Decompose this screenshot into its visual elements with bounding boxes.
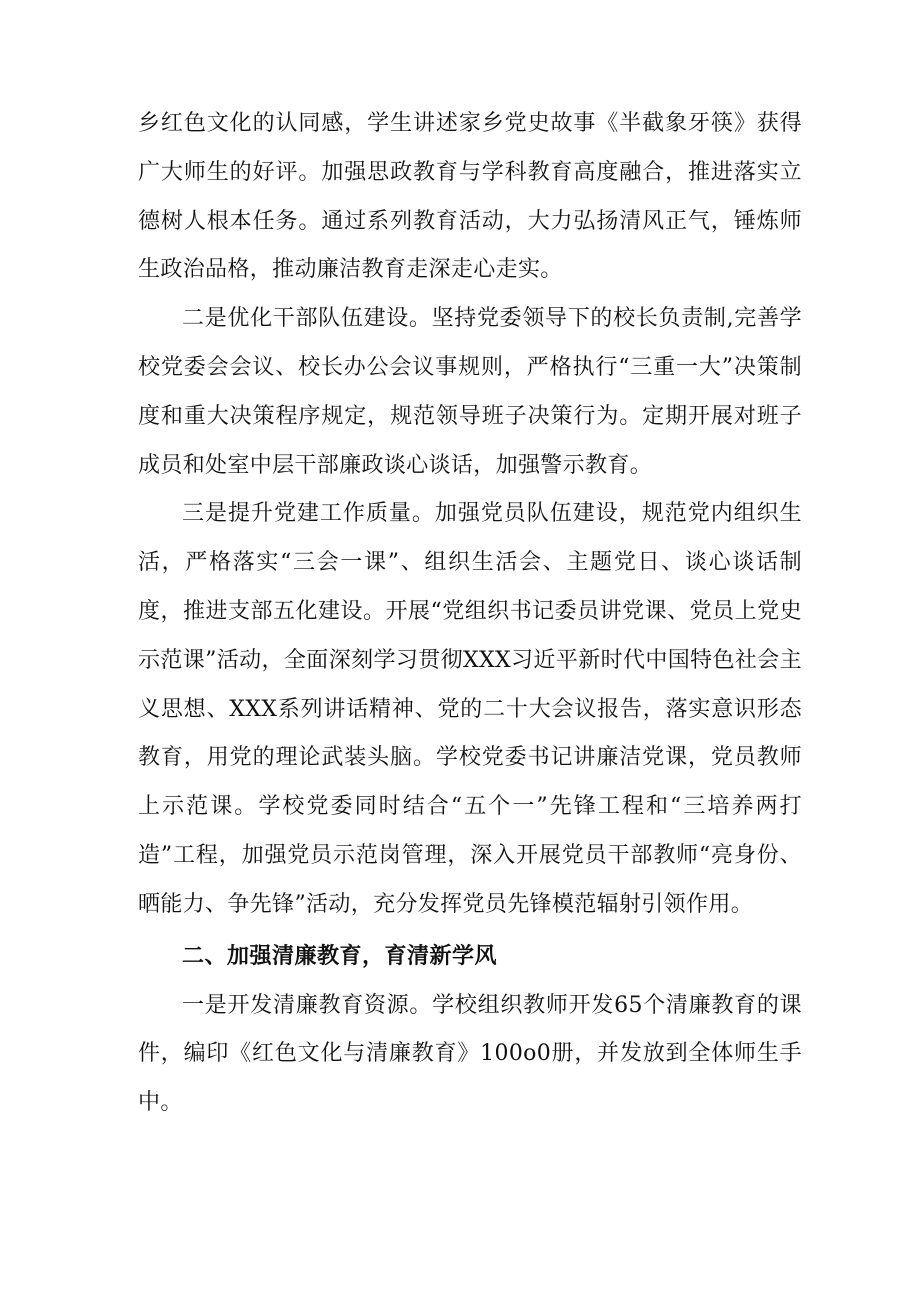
paragraph-party-building: 三是提升党建工作质量。加强党员队伍建设，规范党内组织生活，严格落实“三会一课”、组织生活会、主题党日、谈心谈话制度，推进支部五化建设。开展“党组织书记委员讲党课、党员上党史示范课”活动，全面深刻学习贯彻XXX习近平新时代中国特色社会主义思想、XXX系列讲话精神、党的二十大会议报告，落实意识形态教育，用党的理论武装头脑。学校党委书记讲廉洁党课，党员教师上示范课。学校党委同时结合“五个一”先锋工程和“三培养两打造”工程，加强党员示范岗管理，深入开展党员干部教师“亮身份、晒能力、争先锋”活动，充分发挥党员先锋模范辐射引领作用。 [138,501,802,917]
paragraph-education-resources: 一是开发清廉教育资源。学校组织教师开发65个清廉教育的课件，编印《红色文化与清廉教育》100o0册，并发放到全体师生手中。 [138,992,802,1116]
section-heading: 二、加强清廉教育，育清新学风 [182,943,498,969]
paragraph-continuation: 乡红色文化的认同感，学生讲述家乡党史故事《半截象牙筷》获得广大师生的好评。加强思政教育与学科教育高度融合，推进落实立德树人根本任务。通过系列教育活动，大力弘扬清风正气，锤炼师生政治品格，推动廉洁教育走深走心走实。 [138,111,802,283]
paragraph-cadre-team: 二是优化干部队伍建设。坚持党委领导下的校长负责制,完善学校党委会会议、校长办公会议事规则，严格执行“三重一大”决策制度和重大决策程序规定，规范领导班子决策行为。定期开展对班子成员和处室中层干部廉政谈心谈话，加强警示教育。 [138,306,802,478]
